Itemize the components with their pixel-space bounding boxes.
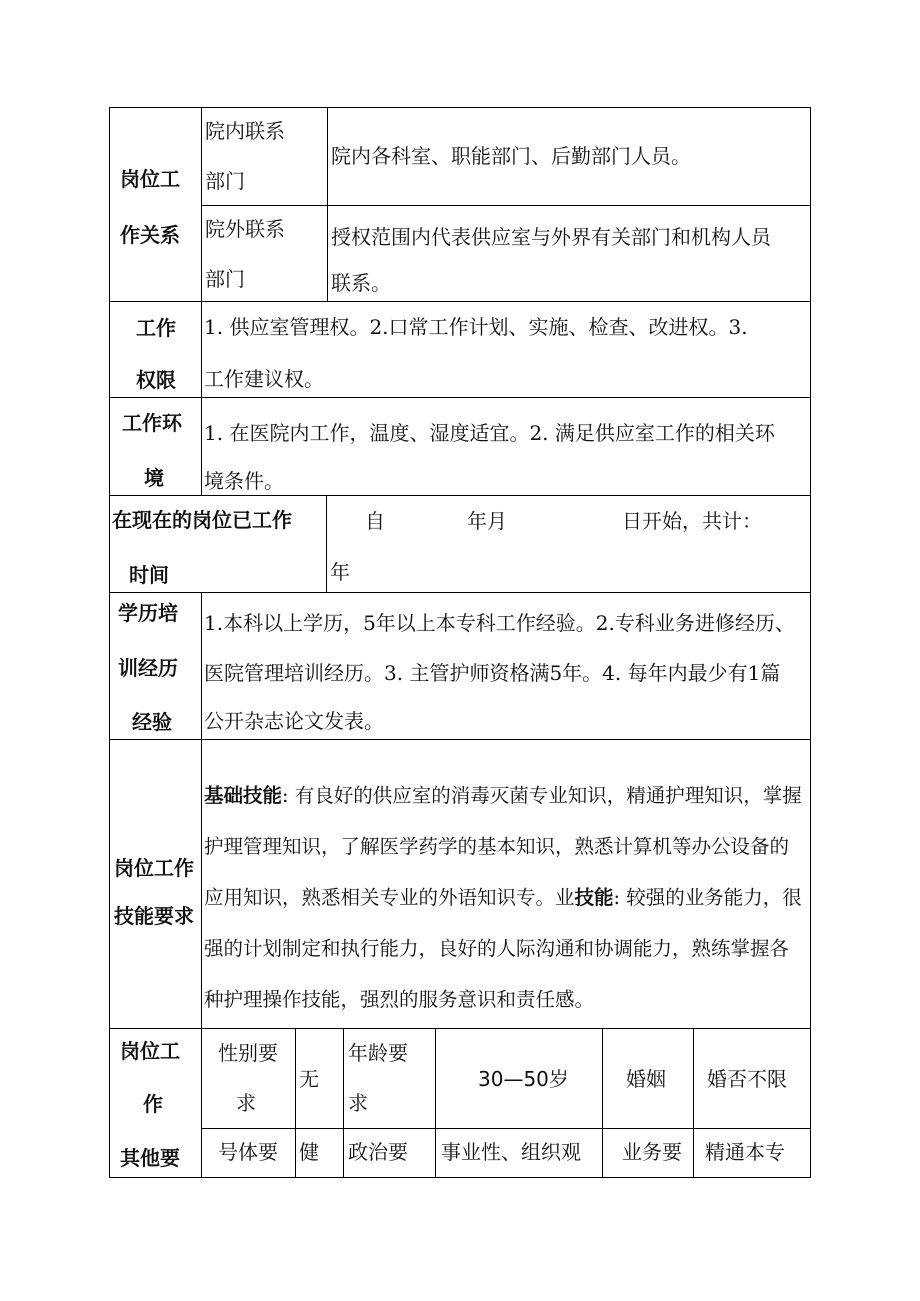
politics-value: 事业性、组织观 bbox=[441, 1140, 581, 1164]
professional-skills-text: : 较强的业务能力，很强的计划制定和执行能力，良好的人际沟通和协调能力，熟练掌握各种护理操作技能，强烈的服务意识和责任感。 bbox=[204, 886, 802, 1011]
education-title-line-3: 经验 bbox=[132, 710, 172, 734]
authority-title-line-2: 权限 bbox=[136, 368, 176, 392]
gender-value: 无 bbox=[299, 1067, 319, 1091]
tenure-from: 自 bbox=[365, 509, 385, 533]
authority-value-line-2: 工作建议权。 bbox=[204, 367, 324, 391]
health-value: 健 bbox=[299, 1140, 319, 1164]
environment-title-line-1: 工作环 bbox=[122, 411, 182, 435]
outer-value-cell bbox=[327, 205, 811, 302]
outer-label-line-1: 院外联系 bbox=[205, 217, 285, 241]
professional-skills-label: 技能 bbox=[574, 886, 614, 909]
marriage-label: 婚姻 bbox=[626, 1067, 666, 1091]
marriage-value: 婚否不限 bbox=[707, 1067, 787, 1091]
skills-title-line-1: 岗位工作 bbox=[114, 856, 194, 880]
skills-title-cell bbox=[109, 739, 202, 1029]
environment-value-line-2: 境条件。 bbox=[204, 469, 284, 493]
relations-title-line-1: 岗位工 bbox=[120, 167, 180, 191]
other-title-line-1: 岗位工 bbox=[120, 1039, 180, 1063]
authority-value-line-1: 1. 供应室管理权。2.口常工作计划、实施、检查、改进权。3. bbox=[204, 315, 748, 339]
inner-value: 院内各科室、职能部门、后勤部门人员。 bbox=[331, 144, 691, 168]
age-value: 30—50岁 bbox=[478, 1067, 569, 1091]
skills-title-line-2: 技能要求 bbox=[114, 904, 194, 928]
outer-value-line-2: 联系。 bbox=[331, 271, 391, 295]
tenure-year: 年 bbox=[330, 560, 350, 584]
gender-label-line-1: 性别要 bbox=[218, 1041, 278, 1065]
tenure-title-line-2: 时间 bbox=[129, 563, 169, 587]
education-title-line-2: 训经历 bbox=[118, 656, 178, 680]
basic-skills-label: 基础技能 bbox=[204, 784, 283, 807]
education-value-line-3: 公开杂志论文发表。 bbox=[204, 709, 384, 733]
relations-title-cell bbox=[109, 107, 202, 302]
tenure-year-month: 年月 bbox=[467, 509, 507, 533]
outer-value-line-1: 授权范围内代表供应室与外界有关部门和机构人员 bbox=[331, 225, 771, 249]
business-value: 精通本专 bbox=[705, 1140, 785, 1164]
age-label-line-2: 求 bbox=[348, 1091, 368, 1115]
health-label: 号体要 bbox=[218, 1140, 278, 1164]
education-title-line-1: 学历培 bbox=[118, 601, 178, 625]
tenure-day-start: 日开始，共计： bbox=[622, 509, 762, 533]
age-label-line-1: 年龄要 bbox=[348, 1041, 408, 1065]
education-value-line-1: 1.本科以上学历，5年以上本专科工作经验。2.专科业务进修经历、 bbox=[204, 611, 795, 635]
basic-skills-text: : 有良好的供应室的消毒灭菌专业知识，精通护理知识，掌握护理管理知识，了解医学药学的基本知识，熟悉计算机等办公设备的应用知识，熟悉相关专业的外语知识专。业 bbox=[204, 784, 802, 909]
tenure-title-line-1: 在现在的岗位已工作 bbox=[112, 508, 292, 532]
environment-title-line-2: 境 bbox=[144, 466, 164, 490]
authority-title-line-1: 工作 bbox=[136, 316, 176, 340]
skills-paragraph bbox=[204, 770, 806, 1025]
outer-label-line-2: 部门 bbox=[205, 267, 245, 291]
inner-label-line-1: 院内联系 bbox=[205, 119, 285, 143]
environment-value-cell bbox=[201, 397, 811, 496]
inner-label-line-2: 部门 bbox=[205, 169, 245, 193]
other-title-line-2: 作 bbox=[143, 1092, 163, 1116]
relations-title-line-2: 作关系 bbox=[120, 223, 180, 247]
education-value-line-2: 医院管理培训经历。3. 主管护师资格满5年。4. 每年内最少有1篇 bbox=[204, 661, 781, 685]
gender-label-line-2: 求 bbox=[236, 1091, 256, 1115]
other-title-line-3: 其他要 bbox=[120, 1146, 180, 1170]
environment-value-line-1: 1. 在医院内工作，温度、湿度适宜。2. 满足供应室工作的相关环 bbox=[204, 421, 775, 445]
politics-label: 政治要 bbox=[348, 1140, 408, 1164]
business-label: 业务要 bbox=[622, 1140, 682, 1164]
